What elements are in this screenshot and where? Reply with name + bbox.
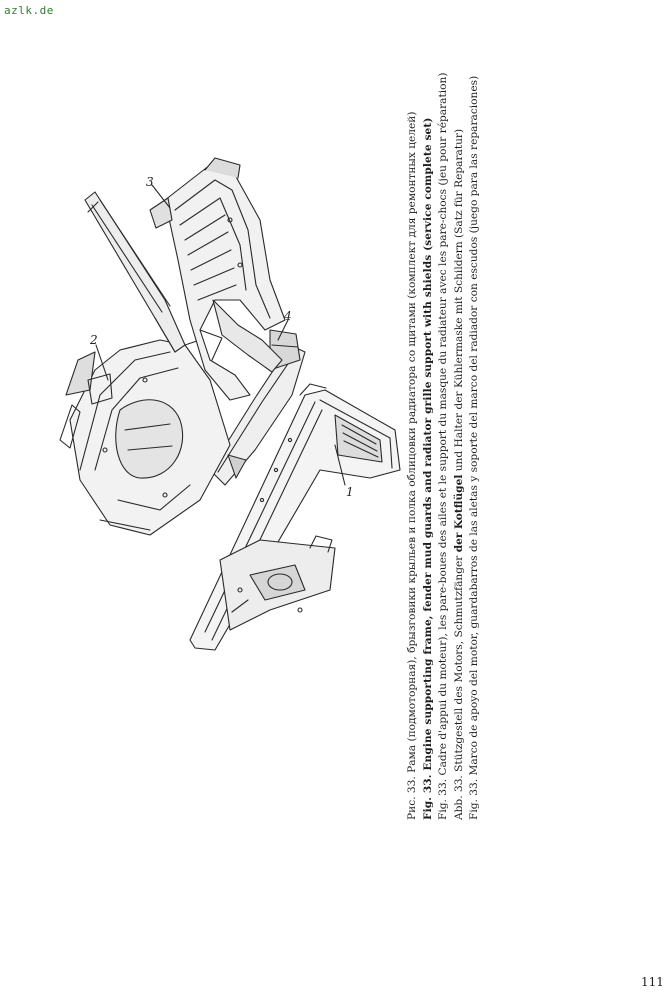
caption-german-part: der: [452, 391, 465, 410]
callout-4: 4: [284, 309, 292, 323]
callout-3: 3: [146, 175, 154, 189]
callout-1: 1: [346, 485, 354, 499]
callout-2: 2: [90, 333, 98, 347]
caption-german-part: Kotflügel: [452, 474, 465, 530]
caption-german: [452, 129, 466, 820]
caption-english: Fig. 33. Engine supporting frame, fender mud guards and radiator grille support with shields (service complete set): [421, 117, 434, 820]
caption-german-part: Halter: [452, 412, 465, 448]
page-number: 111: [641, 975, 664, 989]
figure-caption: [405, 20, 515, 820]
watermark-text: azlk.de: [4, 4, 54, 17]
caption-german-part: der: [452, 532, 465, 553]
caption-german-part: Kühlermaske mit Schildern (Satz für Reparatur): [452, 128, 465, 389]
caption-french: Fig. 33. Cadre d'appui du moteur), les pare-boues des ailes et le support du masque du radiateur avec les pare-chocs (jeu pour réparation): [437, 72, 449, 820]
caption-russian: Рис. 33. Рама (подмоторная), брызговики крыльев и полка облицовки радиатора со щитами (комплект для ремонтных целей): [406, 111, 418, 820]
caption-spanish: Fig. 33. Marco de apoyo del motor, guardabarros de las aletas y soporte del marco del radiador con escudos (juego para las reparaciones): [468, 75, 480, 820]
caption-german-part: und: [452, 450, 465, 472]
caption-german-part: Abb. 33. Stützgestell des Motors, Schmutzfänger: [452, 555, 465, 820]
